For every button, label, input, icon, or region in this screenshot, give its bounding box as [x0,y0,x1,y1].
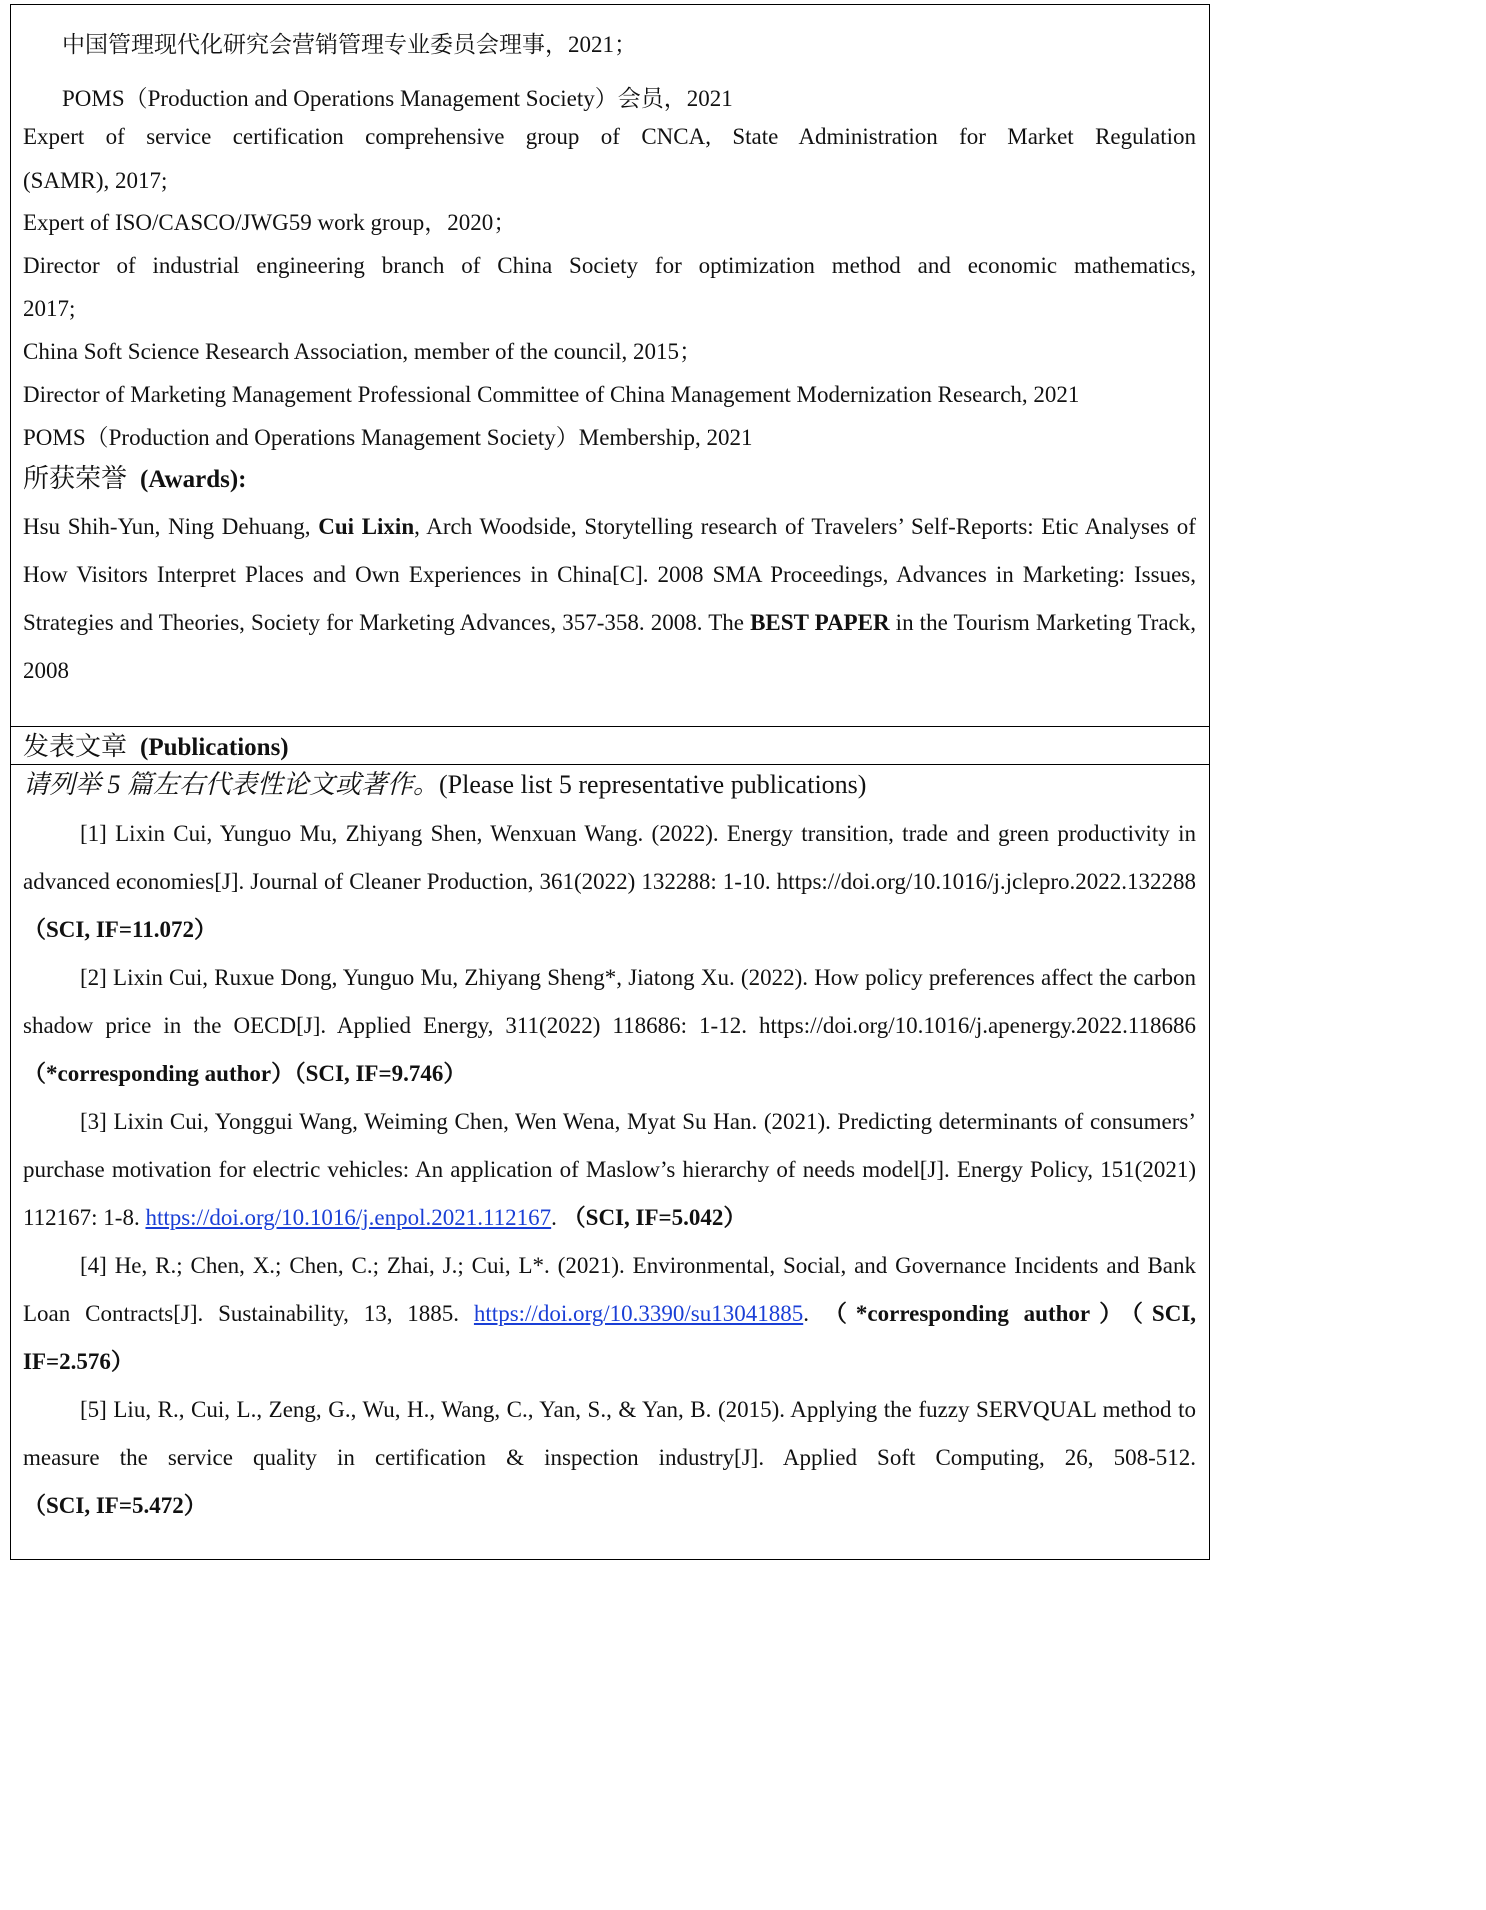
section-divider [10,726,1210,727]
publication-text: [1] Lixin Cui, Yunguo Mu, Zhiyang Shen, Wenxuan Wang. (2022). Energy transition, trade and green productivity in advanced economies[J]. Journal of Cleaner Production, 361(2022) 132288: 1-10. https://doi.org/10.1016/j.jclepro.2022.132288 [23,821,1196,894]
publication-item [23,1098,1196,1242]
membership-line: China Soft Science Research Association, member of the council, 2015； [23,339,702,364]
membership-line: 中国管理现代化研究会营销管理专业委员会理事，2021； [62,32,637,57]
publication-text: [5] Liu, R., Cui, L., Zeng, G., Wu, H., Wang, C., Yan, S., & Yan, B. (2015). Applying the fuzzy SERVQUAL method to measure the service quality in certification & inspection industry[J]. Applied Soft Computing, 26, 508-512. [23,1397,1196,1470]
award-text: Hsu Shih-Yun, Ning Dehuang, [23,514,319,539]
publications-heading-cn: 发表文章 [23,732,128,761]
publication-item [23,954,1196,1098]
membership-line: Director of Marketing Management Professional Committee of China Management Modernization Research, 2021 [23,382,1080,407]
award-author-highlight: Cui Lixin [318,514,415,539]
publication-text: [4] He, R.; Chen, X.; Chen, C.; Zhai, J.; Cui, L*. (2021). Environmental, Social, and Governance Incidents and Bank Loan Contracts[J]. Sustainability, 13, 1885. [23,1253,1196,1326]
publications-heading-en: (Publications) [140,734,289,761]
publication-impact: （*corresponding author）（SCI, IF=9.746） [23,1061,467,1086]
awards-heading-cn: 所获荣誉 [23,464,128,493]
membership-line: POMS（Production and Operations Management Society）Membership, 2021 [23,425,753,450]
award-text: , Arch Woodside, Storytelling research of Travelers’ Self-Reports: Etic Analyses of How Visitors Interpret Places and Own Experiences in China[C]. 2008 SMA Proceedings, Advances in Marketing: Issues, Strategies and Theories, Society for Marketing Advances, 357-358. 2008. The [23,514,1196,635]
instruction-en: (Please list 5 representative publications) [439,770,867,799]
doi-link[interactable]: https://doi.org/10.1016/j.enpol.2021.112167 [145,1205,552,1230]
publication-text: [2] Lixin Cui, Ruxue Dong, Yunguo Mu, Zhiyang Sheng*, Jiatong Xu. (2022). How policy preferences affect the carbon shadow price in the OECD[J]. Applied Energy, 311(2022) 118686: 1-12. https://doi.org/10.1016/j.apenergy.2022.118686 [23,965,1196,1038]
membership-line: Director of industrial engineering branch of China Society for optimization method and economic mathematics, [23,253,1196,278]
publication-item [23,1386,1196,1530]
membership-line: Expert of ISO/CASCO/JWG59 work group，2020； [23,210,517,235]
publication-impact: （SCI, IF=11.072） [23,917,217,942]
publications-heading [23,730,1196,765]
publications-instruction [23,768,1196,802]
membership-line: 2017; [23,296,76,321]
doi-link[interactable]: https://doi.org/10.3390/su13041885 [473,1301,804,1326]
award-entry [23,503,1196,695]
publication-item [23,1242,1196,1386]
publication-impact: （SCI, IF=5.042） [562,1205,747,1230]
award-text: in the Tourism Marketing Track, 2008 [23,610,1196,683]
publication-impact: （SCI, IF=5.472） [23,1493,207,1518]
publication-impact: （*corresponding author）（SCI, IF=2.576） [23,1301,1197,1374]
membership-line: (SAMR), 2017; [23,168,168,193]
award-best-paper: BEST PAPER [750,610,890,635]
membership-line: POMS（Production and Operations Management Society）会员，2021 [62,86,733,111]
publication-text: [3] Lixin Cui, Yonggui Wang, Weiming Chen, Wen Wena, Myat Su Han. (2021). Predicting determinants of consumers’ purchase motivation for electric vehicles: An application of Maslow’s hierarchy of needs model[J]. Energy Policy, 151(2021) 112167: 1-8. [23,1109,1196,1230]
awards-heading [23,462,1196,497]
instruction-cn: 请列举 5 篇左右代表性论文或著作。 [23,770,440,799]
awards-heading-en: (Awards): [140,466,247,493]
membership-line: Expert of service certification comprehensive group of CNCA, State Administration for Market Regulation [23,124,1196,149]
publication-text: . [803,1301,824,1326]
publication-item [23,810,1196,954]
publication-text: . [551,1205,563,1230]
